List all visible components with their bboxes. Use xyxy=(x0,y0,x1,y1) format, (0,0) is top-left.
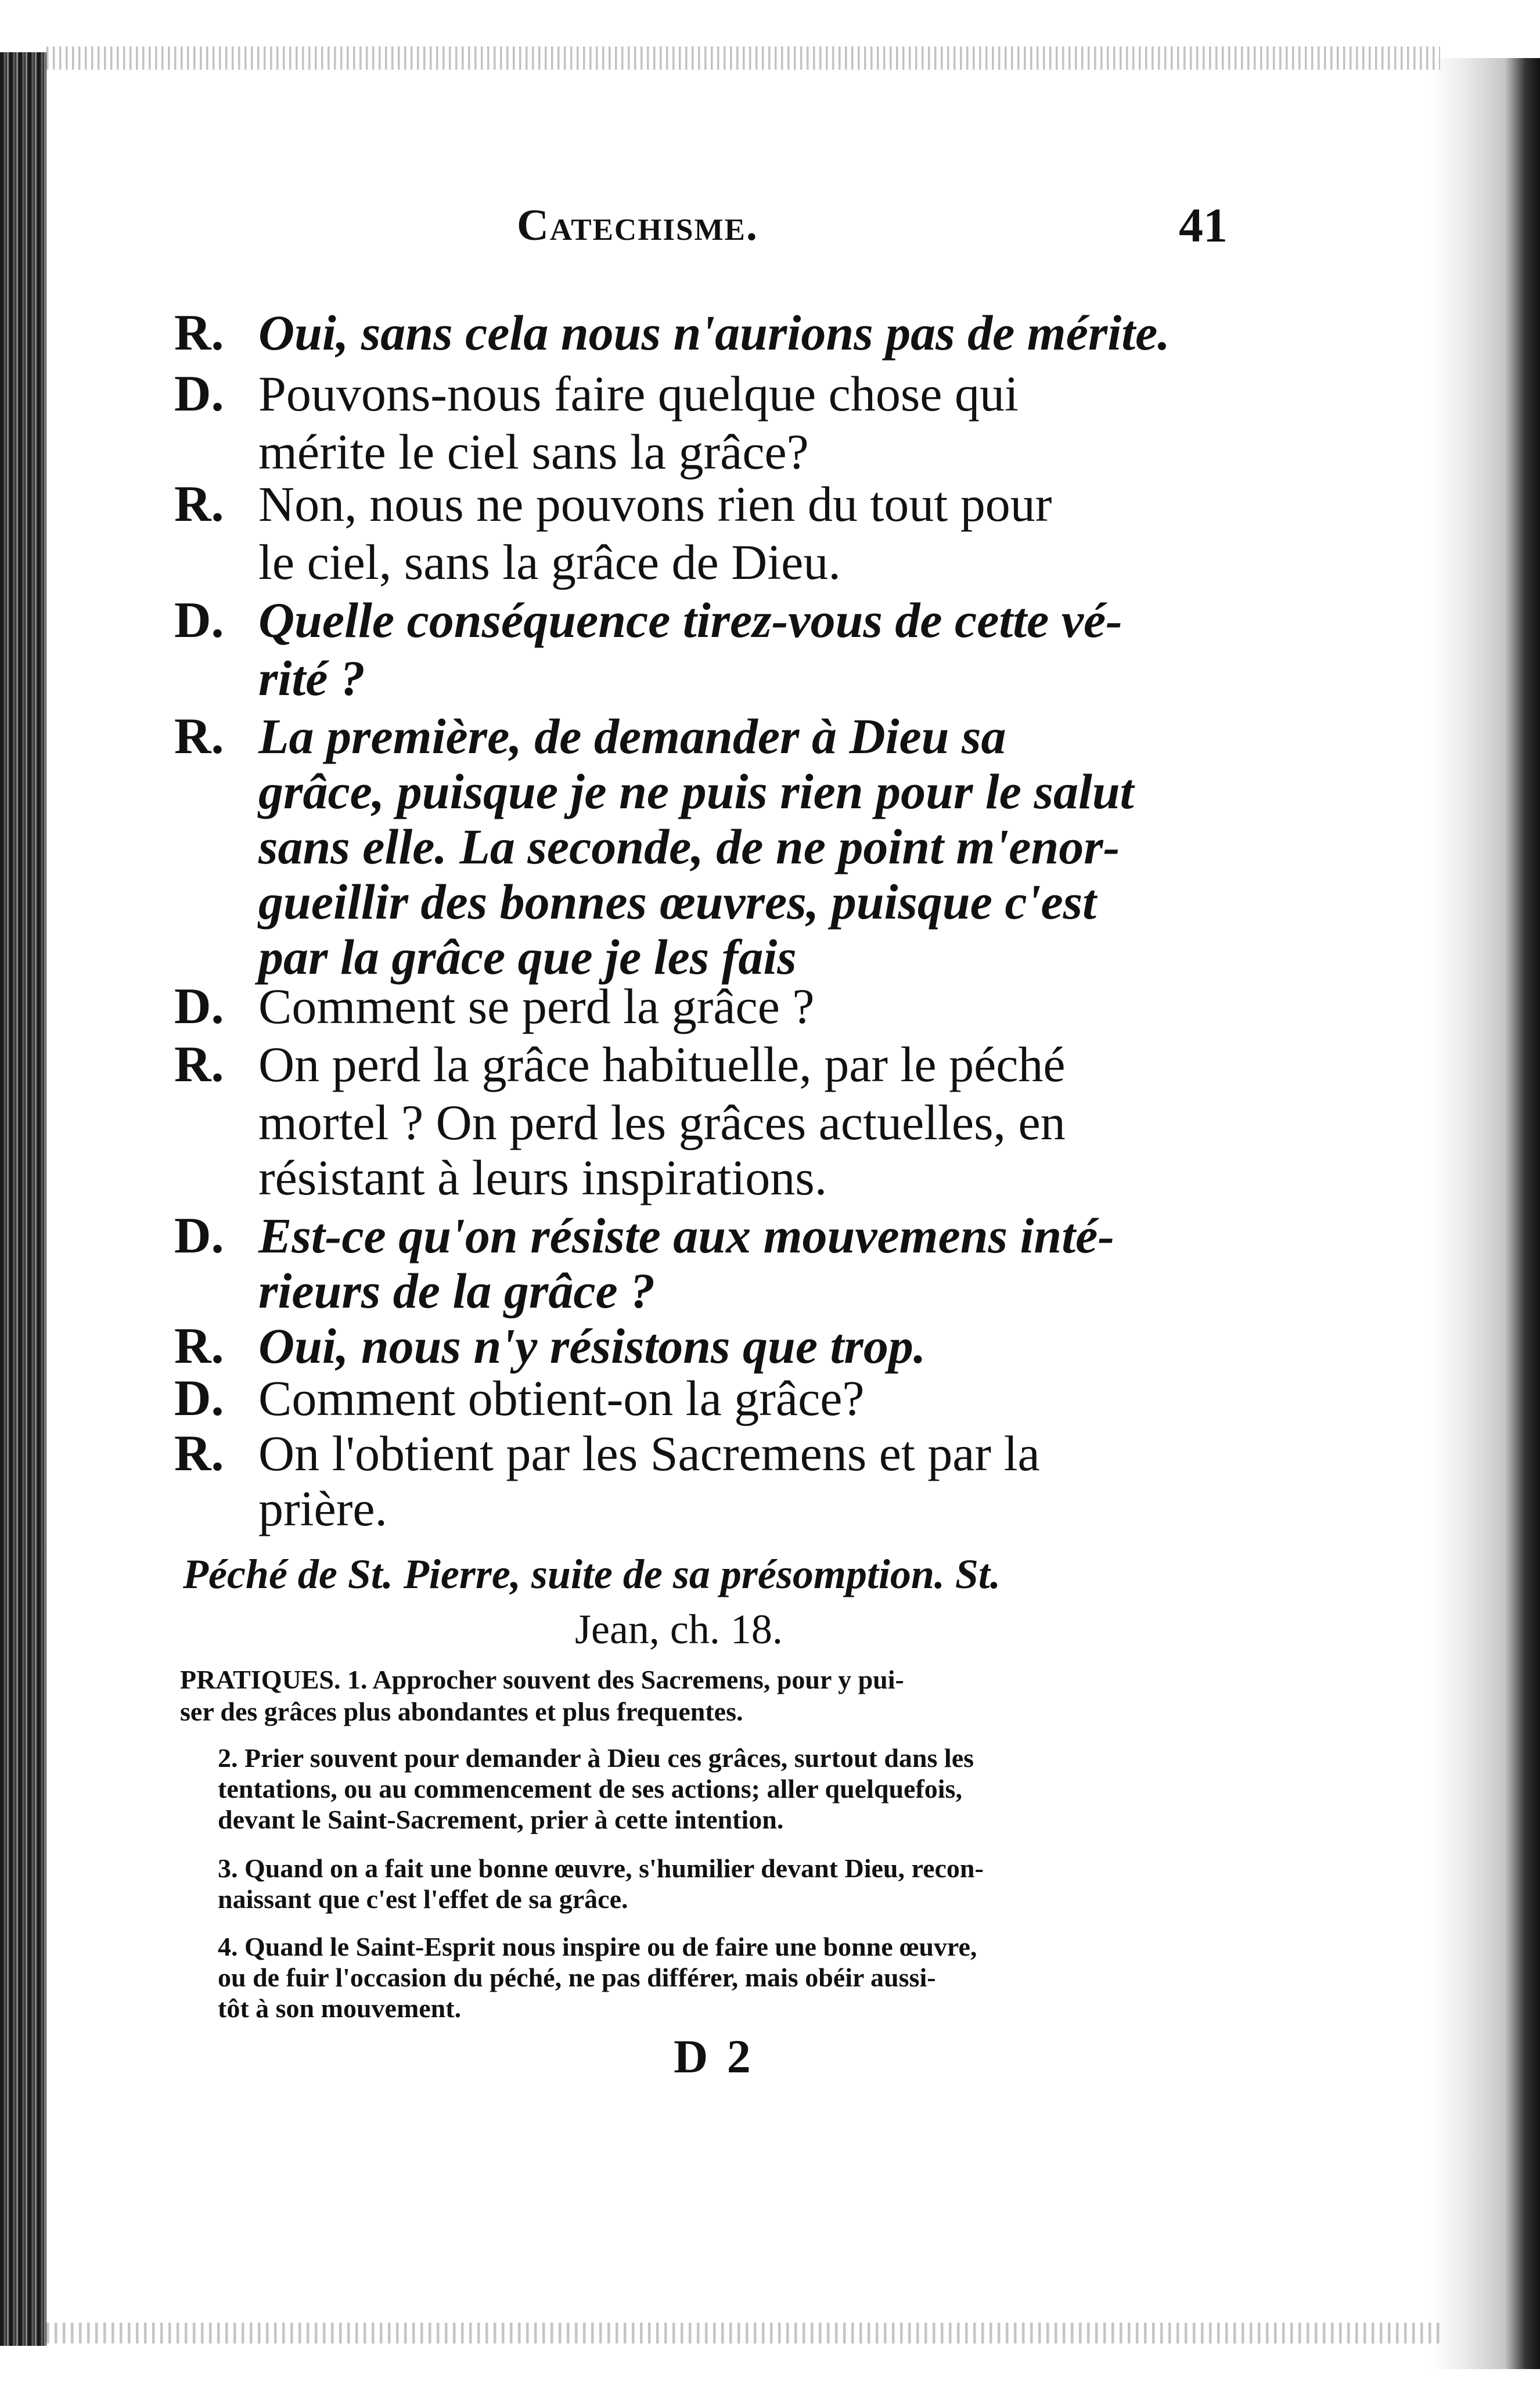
page-number: 41 xyxy=(1179,199,1228,253)
page-edge-bottom xyxy=(46,2323,1440,2344)
answer-marker: R. xyxy=(174,305,224,361)
answer-marker: R. xyxy=(174,476,224,532)
text-line: rieurs de la grâce ? xyxy=(258,1263,656,1319)
running-header-title: Catechisme. xyxy=(517,201,758,250)
text-line: mortel ? On perd les grâces actuelles, en xyxy=(258,1095,1066,1150)
pratique-line: 2. Prier souvent pour demander à Dieu ces grâces, surtout dans les xyxy=(218,1743,974,1773)
text-line: La première, de demander à Dieu sa xyxy=(258,708,1006,764)
pratique-line: 3. Quand on a fait une bonne œuvre, s'humilier devant Dieu, recon- xyxy=(218,1853,984,1883)
text-line: Est-ce qu'on résiste aux mouvemens inté- xyxy=(258,1208,1114,1264)
question-marker: D. xyxy=(174,1208,224,1264)
text-line: sans elle. La seconde, de ne point m'enor- xyxy=(258,819,1120,874)
printer-signature: D 2 xyxy=(674,2030,754,2083)
text-line: On perd la grâce habituelle, par le péché xyxy=(258,1036,1066,1092)
text-line: grâce, puisque je ne puis rien pour le salut xyxy=(258,764,1134,819)
text-line: Quelle conséquence tirez-vous de cette vé- xyxy=(258,592,1122,648)
page-edge-right xyxy=(1430,58,1540,2369)
pratique-line: devant le Saint-Sacrement, prier à cette intention. xyxy=(218,1805,784,1834)
pratique-line: naissant que c'est l'effet de sa grâce. xyxy=(218,1884,628,1914)
answer-marker: R. xyxy=(174,1036,224,1093)
pratique-line: ou de fuir l'occasion du péché, ne pas différer, mais obéir aussi- xyxy=(218,1963,936,1992)
text-line: le ciel, sans la grâce de Dieu. xyxy=(258,534,841,590)
answer-marker: R. xyxy=(174,708,224,765)
answer-marker: R. xyxy=(174,1426,224,1482)
question-marker: D. xyxy=(174,978,224,1035)
text-line: Oui, sans cela nous n'aurions pas de mérite. xyxy=(258,305,1170,361)
page-edge-top xyxy=(46,46,1440,70)
pratique-line: 4. Quand le Saint-Esprit nous inspire ou de faire une bonne œuvre, xyxy=(218,1932,977,1961)
section-heading: Péché de St. Pierre, suite de sa présomption. St. xyxy=(183,1551,1001,1597)
question-marker: D. xyxy=(174,366,224,422)
text-line: Oui, nous n'y résistons que trop. xyxy=(258,1318,926,1374)
pratique-line: ser des grâces plus abondantes et plus frequentes. xyxy=(180,1697,743,1726)
text-line: Pouvons-nous faire quelque chose qui xyxy=(258,366,1019,422)
text-line: par la grâce que je les fais xyxy=(258,929,797,985)
pratique-line: tôt à son mouvement. xyxy=(218,1993,462,2023)
answer-marker: R. xyxy=(174,1318,224,1374)
question-marker: D. xyxy=(174,592,224,649)
text-line: résistant à leurs inspirations. xyxy=(258,1150,827,1205)
text-line: mérite le ciel sans la grâce? xyxy=(258,424,809,480)
text-line: rité ? xyxy=(258,650,365,706)
text-line: On l'obtient par les Sacremens et par la xyxy=(258,1426,1040,1481)
text-line: gueillir des bonnes œuvres, puisque c'est xyxy=(258,874,1096,930)
text-line: prière. xyxy=(258,1481,388,1536)
question-marker: D. xyxy=(174,1370,224,1427)
page-edge-left xyxy=(0,52,46,2346)
text-line: Comment se perd la grâce ? xyxy=(258,978,815,1034)
section-reference: Jean, ch. 18. xyxy=(575,1606,783,1653)
text-line: Non, nous ne pouvons rien du tout pour xyxy=(258,476,1052,532)
pratique-line: PRATIQUES. 1. Approcher souvent des Sacremens, pour y pui- xyxy=(180,1665,904,1694)
text-line: Comment obtient-on la grâce? xyxy=(258,1370,865,1426)
pratique-line: tentations, ou au commencement de ses actions; aller quelquefois, xyxy=(218,1774,962,1804)
